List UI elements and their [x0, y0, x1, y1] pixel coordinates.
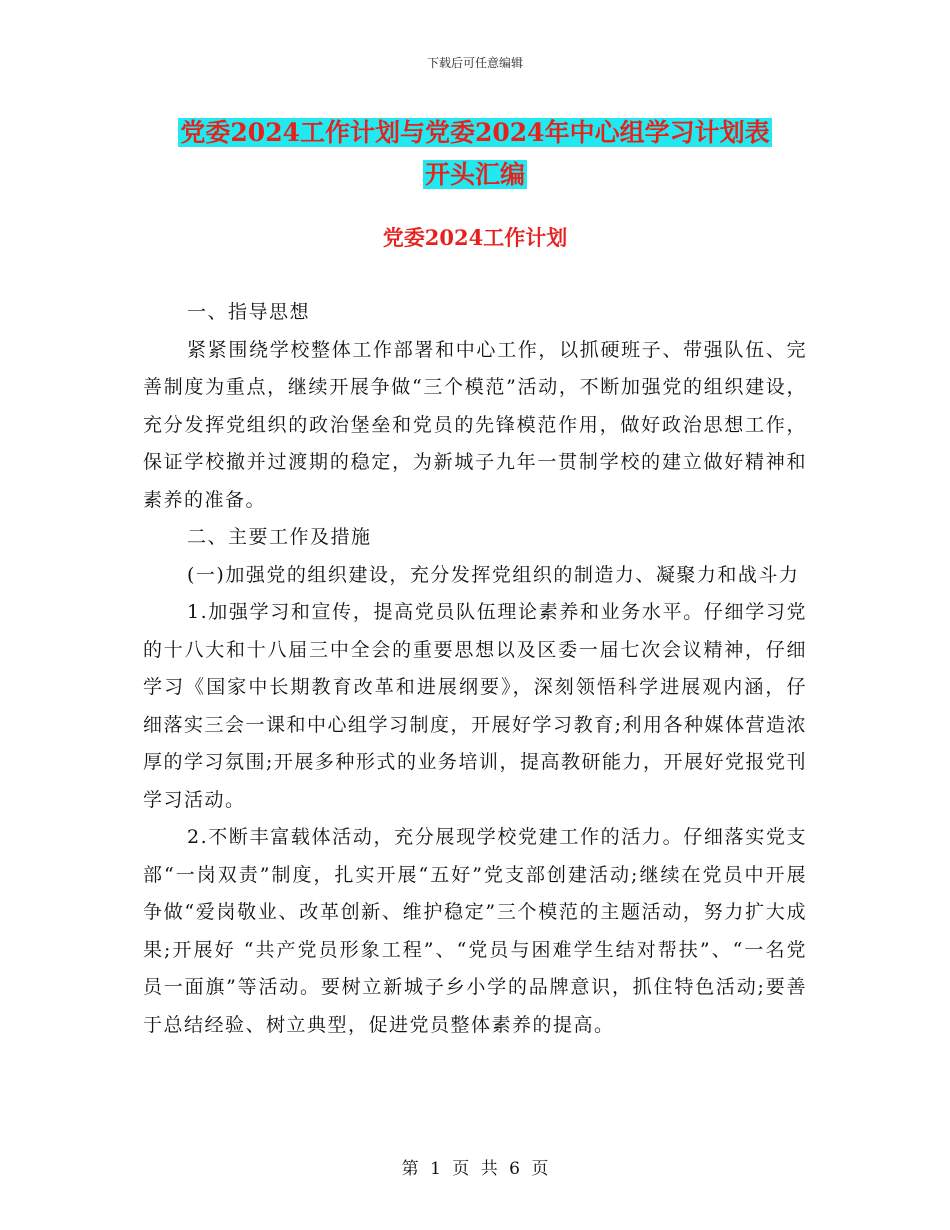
paragraph-study-and-publicity: 1.加强学习和宣传，提高党员队伍理论素养和业务水平。仔细学习党的十八大和十八届三中全会的重要思想以及区委一届七次会议精神，仔细学习《国家中长期教育改革和进展纲要》，深刻领悟科学进展观内涵，仔细落实三会一课和中心组学习制度，开展好学习教育;利用各种媒体营造浓厚的学习氛围;开展多种形式的业务培训，提高教研能力，开展好党报党刊学习活动。: [143, 601, 807, 811]
page-footer: 第 1 页 共 6 页: [401, 1159, 549, 1179]
paragraph-carrier-activities: 2.不断丰富载体活动，充分展现学校党建工作的活力。仔细落实党支部“一岗双责”制度，扎实开展“五好”党支部创建活动;继续在党员中开展争做“爱岗敬业、改革创新、维护稳定”三个模范的主题活动，努力扩大成果;开展好 “共产党员形象工程”、“党员与困难学生结对帮扶”、“一名党员一面旗”等活动。要树立新城子乡小学的品牌意识，抓住特色活动;要善于总结经验、树立典型，促进党员整体素养的提高。: [143, 826, 807, 1036]
heading-guiding-ideology: 一、指导思想: [187, 301, 311, 323]
document-body: [143, 294, 807, 1044]
document-title-line-1: 党委2024工作计划与党委2024年中心组学习计划表: [180, 118, 770, 147]
paragraph-guiding-ideology: 紧紧围绕学校整体工作部署和中心工作，以抓硬班子、带强队伍、完善制度为重点，继续开展争做“三个模范”活动，不断加强党的组织建设，充分发挥党组织的政治堡垒和党员的先锋模范作用，做好政治思想工作，保证学校撤并过渡期的稳定，为新城子九年一贯制学校的建立做好精神和素养的准备。: [143, 338, 807, 511]
subheading-party-organization: (一)加强党的组织建设，充分发挥党组织的制造力、凝聚力和战斗力: [187, 563, 800, 586]
heading-main-work: 二、主要工作及措施: [187, 526, 372, 548]
section-title: 党委2024工作计划: [382, 225, 568, 250]
document-title: [0, 112, 950, 196]
header-note: 下载后可任意编辑: [426, 56, 523, 70]
document-title-line-2: 开头汇编: [424, 160, 525, 189]
